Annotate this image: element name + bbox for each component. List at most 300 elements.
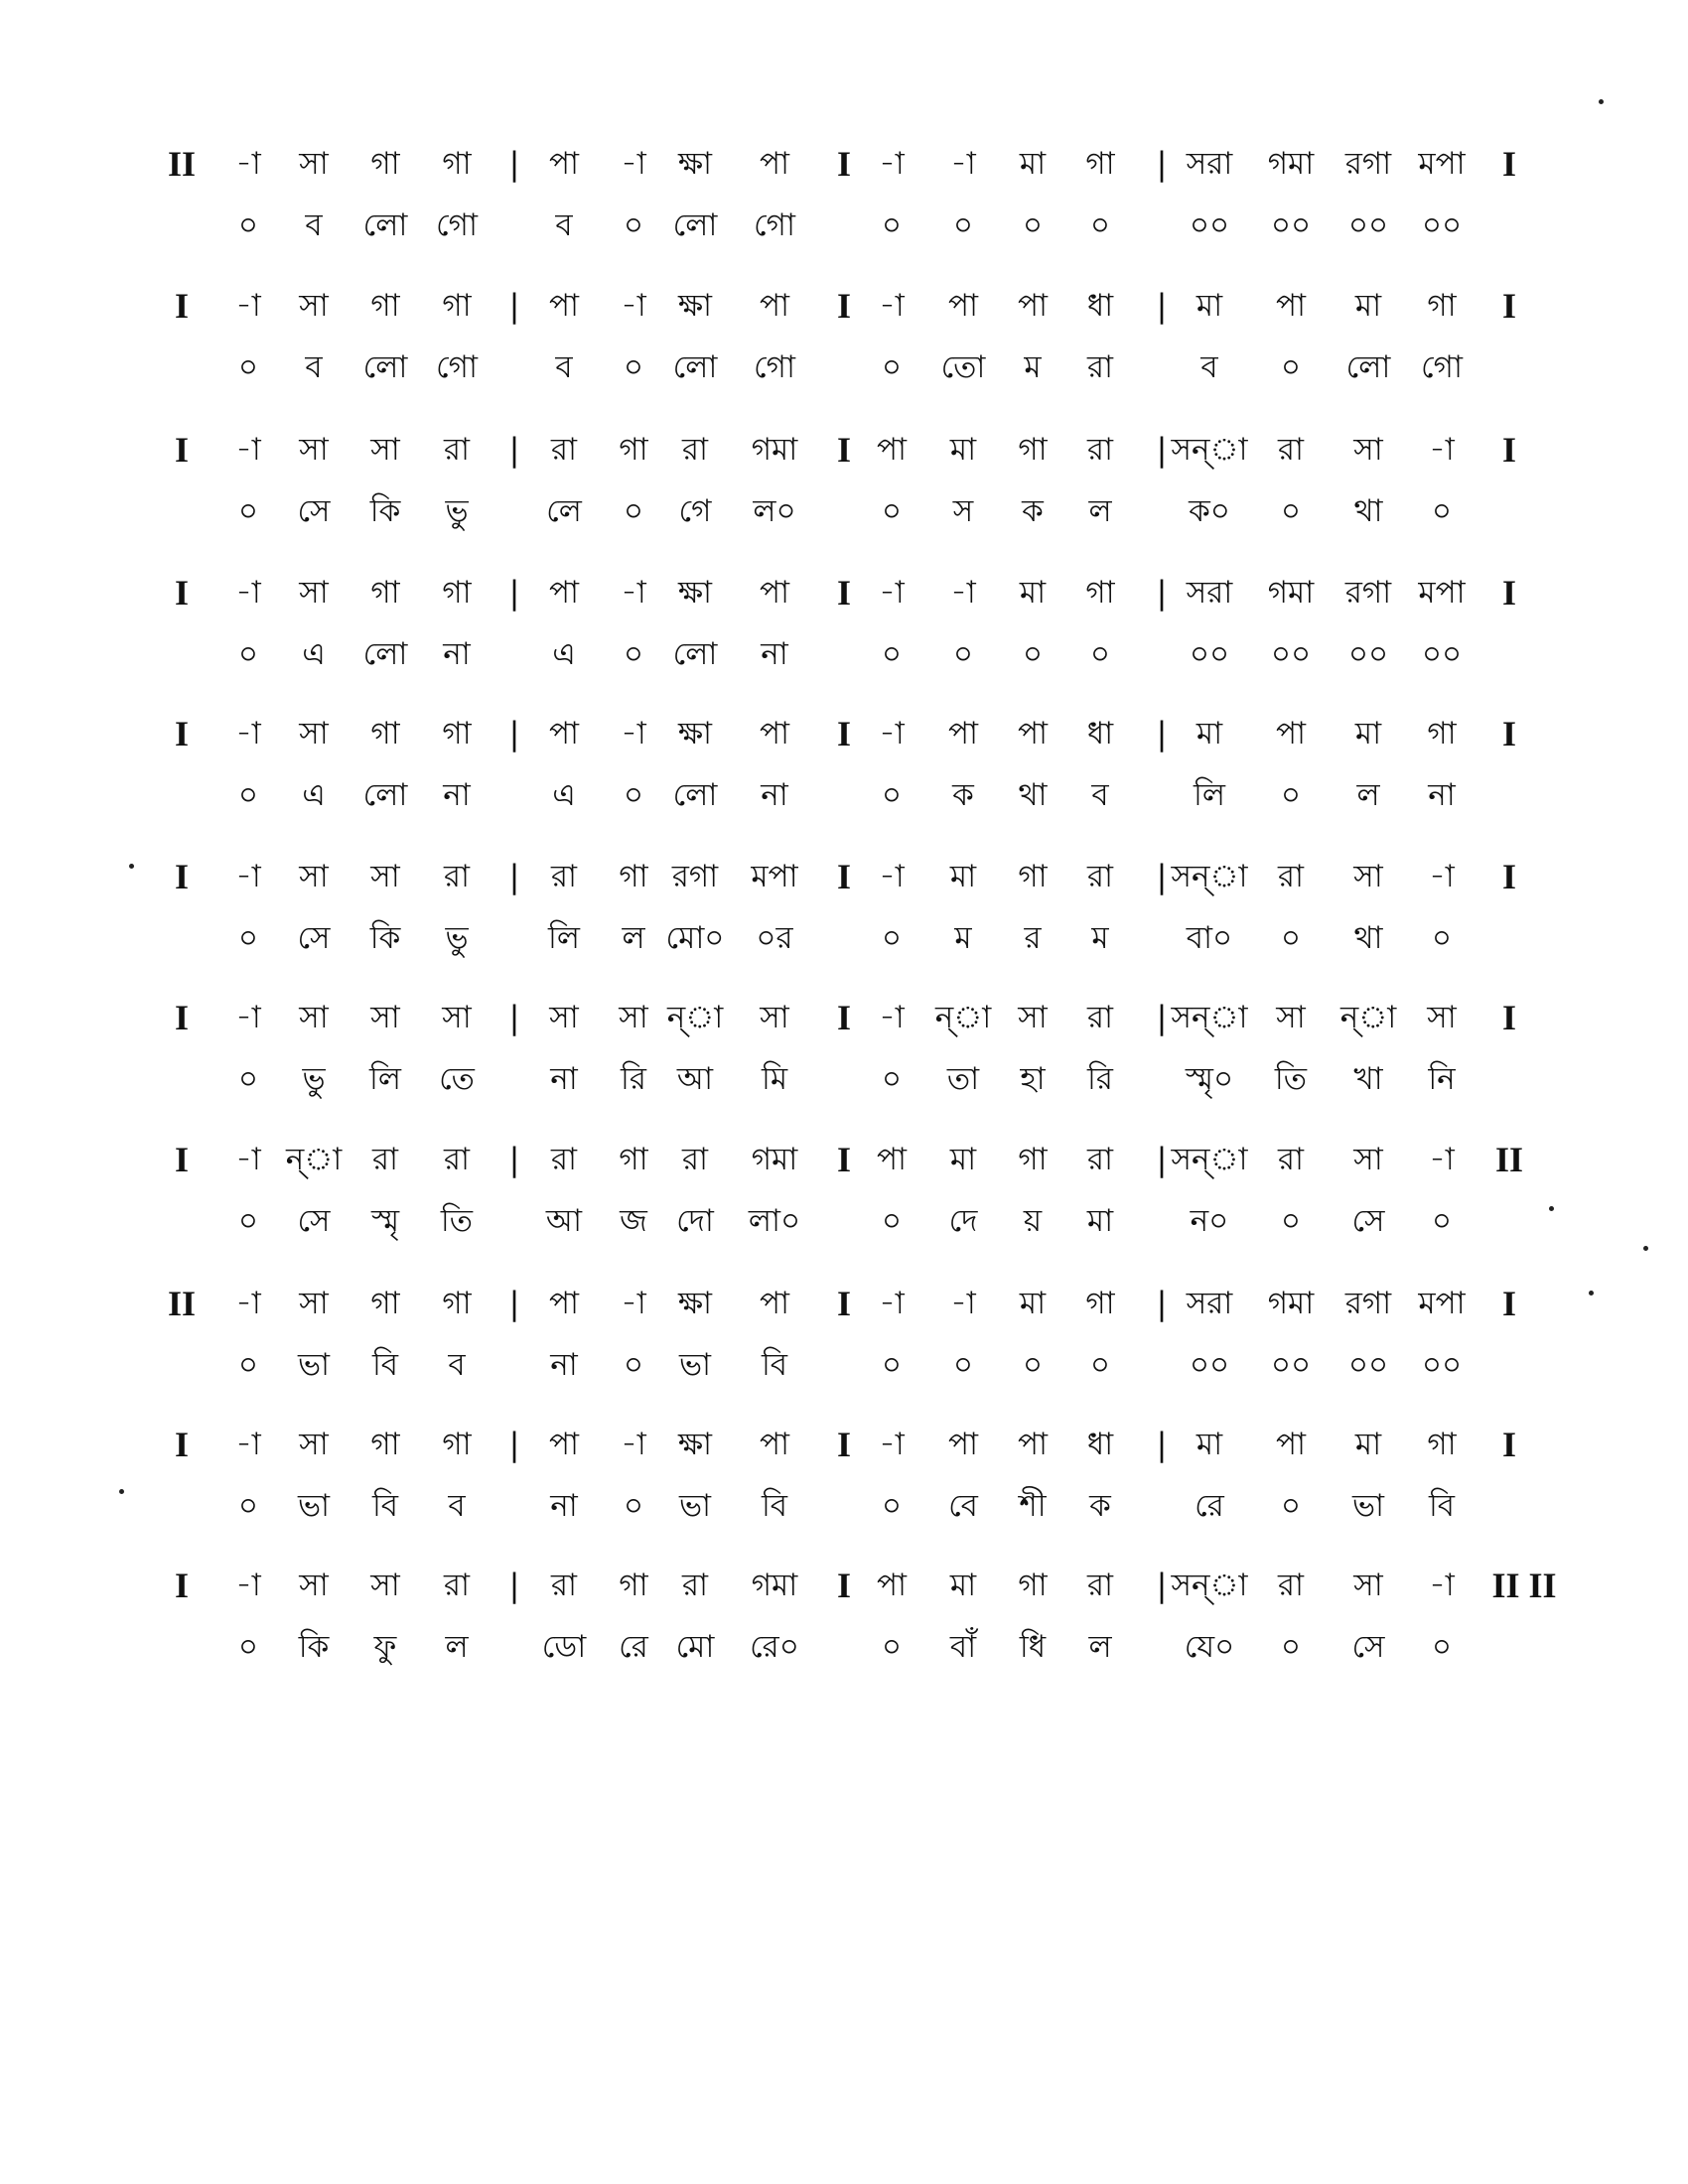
lyric-syllable: ভা — [297, 1347, 331, 1383]
bar-marker: I — [1501, 1284, 1516, 1323]
swara-note: পা — [548, 1427, 580, 1462]
bar-marker: I — [836, 430, 851, 470]
lyric-syllable: ০০ — [1347, 207, 1389, 243]
beat-divider: | — [1156, 574, 1168, 612]
swara-note: রা — [1277, 1142, 1305, 1177]
swara-note: গা — [619, 432, 648, 468]
lyric-syllable: ০ — [881, 1347, 903, 1383]
swara-note: পা — [759, 575, 790, 611]
swara-note: গা — [1427, 716, 1457, 751]
bar-marker: I — [836, 1566, 851, 1605]
lyric-syllable: লো — [1345, 349, 1391, 385]
lyric-syllable: আ — [545, 1203, 583, 1239]
swara-note: গা — [370, 1286, 400, 1321]
lyric-syllable: ০ — [881, 777, 903, 813]
lyric-syllable: মা — [1086, 1203, 1114, 1239]
swara-note: মা — [949, 432, 977, 468]
swara-note: গা — [370, 288, 400, 324]
swara-note: সন্া — [1171, 1142, 1248, 1177]
lyric-syllable: ম — [1091, 920, 1109, 956]
beat-divider: | — [508, 431, 520, 469]
lyric-line — [0, 1481, 1688, 1531]
swara-note: -া — [235, 1000, 261, 1035]
swara-note: পা — [876, 432, 908, 468]
swara-note: গা — [370, 1427, 400, 1462]
beat-divider: | — [508, 1567, 520, 1604]
lyric-syllable: ০ — [881, 349, 903, 385]
swara-note: রা — [1277, 859, 1305, 894]
lyric-syllable: রা — [1086, 349, 1114, 385]
lyric-syllable: ব — [555, 207, 573, 243]
lyric-line — [0, 1340, 1688, 1390]
lyric-syllable: ল — [1088, 1629, 1112, 1665]
bar-marker: I — [174, 1425, 189, 1464]
lyric-syllable: ভা — [678, 1347, 712, 1383]
swara-note: -া — [235, 432, 261, 468]
lyric-syllable: ০ — [1431, 920, 1453, 956]
lyric-syllable: ক — [1022, 493, 1044, 529]
scan-speck — [1599, 99, 1604, 104]
swara-note: সরা — [1186, 1286, 1233, 1321]
bar-marker: I — [174, 430, 189, 470]
swara-note: গা — [370, 575, 400, 611]
swara-note: সা — [299, 859, 329, 894]
swara-note: সন্া — [1171, 859, 1248, 894]
lyric-syllable: ০ — [1280, 349, 1302, 385]
swara-note: ক্ষা — [677, 1286, 713, 1321]
notation-row — [0, 281, 1688, 410]
swara-line — [0, 425, 1688, 475]
swara-note: পা — [1017, 288, 1049, 324]
bar-marker: I — [1501, 573, 1516, 613]
lyric-syllable: ০ — [623, 349, 644, 385]
lyric-syllable: ০ — [881, 1203, 903, 1239]
swara-note: পা — [947, 716, 979, 751]
swara-note: মা — [1354, 1427, 1382, 1462]
swara-note: মা — [1196, 288, 1223, 324]
swara-note: গমা — [751, 432, 798, 468]
swara-note: রগা — [1344, 1286, 1392, 1321]
beat-divider: | — [1156, 287, 1168, 325]
swara-note: ক্ষা — [677, 716, 713, 751]
lyric-syllable: সে — [1351, 1629, 1385, 1665]
bar-marker: I — [836, 1284, 851, 1323]
lyric-syllable: ০র — [756, 920, 793, 956]
lyric-syllable: ০ — [881, 1629, 903, 1665]
swara-note: সা — [370, 432, 400, 468]
lyric-syllable: গো — [754, 349, 795, 385]
swara-line — [0, 1279, 1688, 1328]
swara-note: রা — [443, 1142, 471, 1177]
swara-note: -া — [235, 1568, 261, 1603]
swara-note: গমা — [1267, 146, 1315, 182]
swara-note: সা — [619, 1000, 648, 1035]
swara-note: সা — [299, 432, 329, 468]
swara-note: মা — [1196, 1427, 1223, 1462]
lyric-syllable: দে — [948, 1203, 978, 1239]
swara-note: -া — [1429, 432, 1455, 468]
swara-note: -া — [950, 146, 976, 182]
swara-note: মপা — [1418, 1286, 1466, 1321]
swara-line — [0, 281, 1688, 331]
swara-note: মা — [1196, 716, 1223, 751]
lyric-syllable: ০ — [623, 1488, 644, 1524]
lyric-syllable: ভু — [302, 1061, 326, 1097]
beat-divider: | — [508, 999, 520, 1036]
lyric-syllable: ব — [448, 1488, 466, 1524]
swara-line — [0, 709, 1688, 758]
swara-note: -া — [235, 1142, 261, 1177]
lyric-syllable: মো — [675, 1629, 715, 1665]
lyric-syllable: বি — [761, 1488, 788, 1524]
swara-note: -া — [621, 716, 646, 751]
lyric-syllable: ০ — [237, 1061, 259, 1097]
lyric-syllable: ০ — [952, 207, 974, 243]
swara-note: গা — [619, 859, 648, 894]
swara-note: ধা — [1086, 1427, 1114, 1462]
notation-row — [0, 568, 1688, 697]
lyric-syllable: দো — [676, 1203, 714, 1239]
beat-divider: | — [508, 1285, 520, 1322]
swara-note: সা — [299, 288, 329, 324]
lyric-syllable: ০ — [1431, 493, 1453, 529]
lyric-syllable: মি — [761, 1061, 788, 1097]
lyric-syllable: লো — [362, 207, 408, 243]
lyric-syllable: ব — [1200, 349, 1218, 385]
swara-note: -া — [879, 716, 905, 751]
swara-note: মা — [949, 1568, 977, 1603]
bar-marker: I — [174, 857, 189, 896]
lyric-syllable: রে — [619, 1629, 648, 1665]
swara-note: পা — [759, 146, 790, 182]
lyric-syllable: ০০ — [1189, 1347, 1230, 1383]
swara-note: রা — [1086, 859, 1114, 894]
lyric-syllable: ল — [445, 1629, 469, 1665]
swara-note: গমা — [1267, 575, 1315, 611]
beat-divider: | — [508, 1141, 520, 1178]
lyric-syllable: স — [952, 493, 974, 529]
swara-note: ন্া — [934, 1000, 992, 1035]
swara-note: সা — [299, 1286, 329, 1321]
lyric-syllable: ল — [1356, 777, 1380, 813]
swara-note: -া — [950, 1286, 976, 1321]
notation-row — [0, 852, 1688, 981]
lyric-syllable: ০ — [1280, 920, 1302, 956]
swara-note: গা — [442, 288, 472, 324]
bar-marker: I — [1501, 714, 1516, 753]
lyric-syllable: ০ — [1280, 1629, 1302, 1665]
lyric-syllable: ০ — [881, 920, 903, 956]
swara-note: রা — [1086, 1142, 1114, 1177]
swara-note: গা — [1427, 288, 1457, 324]
swara-note: -া — [235, 1427, 261, 1462]
lyric-syllable: ০ — [237, 207, 259, 243]
swara-note: পা — [759, 288, 790, 324]
lyric-syllable: রি — [621, 1061, 646, 1097]
swara-note: পা — [876, 1568, 908, 1603]
lyric-syllable: কি — [369, 493, 401, 529]
bar-marker: I — [836, 286, 851, 326]
lyric-syllable: ০ — [623, 777, 644, 813]
swara-note: -া — [879, 1000, 905, 1035]
swara-note: রা — [371, 1142, 399, 1177]
swara-note: মা — [1019, 146, 1047, 182]
lyric-syllable: ব — [305, 349, 323, 385]
lyric-syllable: ০ — [881, 636, 903, 672]
swara-note: সা — [1018, 1000, 1048, 1035]
beat-divider: | — [508, 715, 520, 752]
bar-marker: I — [174, 714, 189, 753]
scan-speck — [119, 1489, 124, 1494]
lyric-syllable: বে — [948, 1488, 978, 1524]
swara-note: রা — [443, 859, 471, 894]
lyric-syllable: ল০ — [753, 493, 796, 529]
lyric-line — [0, 913, 1688, 963]
lyric-syllable: যে০ — [1184, 1629, 1235, 1665]
lyric-syllable: ন০ — [1190, 1203, 1229, 1239]
swara-note: মা — [1354, 288, 1382, 324]
lyric-syllable: লি — [1194, 777, 1225, 813]
swara-note: রা — [443, 432, 471, 468]
lyric-syllable: ব — [555, 349, 573, 385]
swara-note: রা — [1086, 432, 1114, 468]
swara-line — [0, 852, 1688, 901]
swara-note: -া — [235, 288, 261, 324]
scan-speck — [1589, 1291, 1594, 1296]
bar-marker: II — [167, 144, 197, 184]
lyric-syllable: ব — [1091, 777, 1109, 813]
beat-divider: | — [508, 858, 520, 895]
swara-note: রা — [1086, 1000, 1114, 1035]
lyric-syllable: না — [550, 1061, 578, 1097]
lyric-syllable: রে — [1195, 1488, 1224, 1524]
lyric-syllable: না — [443, 636, 471, 672]
swara-note: রা — [443, 1568, 471, 1603]
swara-note: সা — [1353, 859, 1383, 894]
swara-note: রগা — [671, 859, 719, 894]
lyric-syllable: ০ — [237, 777, 259, 813]
swara-note: -া — [1429, 859, 1455, 894]
lyric-syllable: ক০ — [1189, 493, 1230, 529]
beat-divider: | — [1156, 431, 1168, 469]
lyric-syllable: র — [1024, 920, 1042, 956]
notation-row — [0, 1561, 1688, 1690]
lyric-syllable: ০ — [623, 1347, 644, 1383]
swara-note: গা — [1085, 1286, 1115, 1321]
lyric-syllable: ফু — [373, 1629, 397, 1665]
bar-marker: I — [836, 1425, 851, 1464]
bar-marker: I — [836, 144, 851, 184]
swara-note: -া — [879, 288, 905, 324]
bar-marker: I — [1501, 430, 1516, 470]
swara-note: -া — [1429, 1142, 1455, 1177]
swara-note: গমা — [751, 1142, 798, 1177]
swara-note: সন্া — [1171, 1000, 1248, 1035]
beat-divider: | — [508, 574, 520, 612]
lyric-syllable: ০ — [1089, 1347, 1111, 1383]
lyric-line — [0, 1196, 1688, 1246]
lyric-syllable: তি — [1274, 1061, 1308, 1097]
swara-note: সন্া — [1171, 432, 1248, 468]
lyric-syllable: ০০ — [1270, 1347, 1312, 1383]
swara-note: ন্া — [285, 1142, 343, 1177]
swara-note: পা — [947, 288, 979, 324]
lyric-syllable: ০০ — [1347, 636, 1389, 672]
notation-row — [0, 1279, 1688, 1408]
bar-marker: I — [174, 1140, 189, 1179]
notation-row — [0, 425, 1688, 554]
lyric-syllable: ল — [1088, 493, 1112, 529]
swara-note: পা — [1275, 1427, 1307, 1462]
swara-note: রগা — [1344, 146, 1392, 182]
bar-marker: I — [1501, 144, 1516, 184]
lyric-syllable: কি — [369, 920, 401, 956]
swara-note: -া — [879, 859, 905, 894]
swara-note: গা — [442, 146, 472, 182]
swara-note: সন্া — [1171, 1568, 1248, 1603]
lyric-syllable: ০০ — [1421, 636, 1463, 672]
bar-marker: I — [836, 857, 851, 896]
swara-note: রা — [550, 1142, 578, 1177]
swara-note: গমা — [751, 1568, 798, 1603]
swara-note: সা — [299, 716, 329, 751]
swara-note: -া — [1429, 1568, 1455, 1603]
swara-note: -া — [879, 1286, 905, 1321]
swara-note: গা — [442, 716, 472, 751]
lyric-syllable: গো — [436, 207, 478, 243]
bar-marker: I — [1501, 286, 1516, 326]
lyric-syllable: ০ — [623, 636, 644, 672]
swara-line — [0, 1135, 1688, 1184]
lyric-syllable: ভা — [297, 1488, 331, 1524]
bar-marker: I — [174, 286, 189, 326]
lyric-syllable: ০ — [1089, 207, 1111, 243]
swara-note: পা — [548, 1286, 580, 1321]
lyric-syllable: ভা — [1351, 1488, 1385, 1524]
lyric-syllable: ব — [305, 207, 323, 243]
swara-note: সা — [1353, 432, 1383, 468]
lyric-syllable: ভু — [445, 493, 469, 529]
lyric-syllable: ০ — [237, 1203, 259, 1239]
lyric-syllable: ভা — [678, 1488, 712, 1524]
lyric-syllable: ০ — [237, 636, 259, 672]
bar-marker: I — [174, 998, 189, 1037]
swara-note: ন্া — [666, 1000, 724, 1035]
lyric-syllable: মো০ — [665, 920, 725, 956]
lyric-syllable: ০০ — [1189, 636, 1230, 672]
swara-note: গমা — [1267, 1286, 1315, 1321]
swara-line — [0, 139, 1688, 189]
swara-note: রা — [1277, 1568, 1305, 1603]
swara-note: পা — [548, 575, 580, 611]
beat-divider: | — [1156, 1426, 1168, 1463]
lyric-line — [0, 1054, 1688, 1104]
lyric-syllable: ক — [1089, 1488, 1111, 1524]
beat-divider: | — [508, 145, 520, 183]
swara-note: পা — [1017, 1427, 1049, 1462]
lyric-syllable: ০ — [881, 1061, 903, 1097]
lyric-syllable: বি — [761, 1347, 788, 1383]
lyric-syllable: লি — [369, 1061, 401, 1097]
notation-row — [0, 1135, 1688, 1264]
swara-note: রা — [1086, 1568, 1114, 1603]
lyric-syllable: রে০ — [750, 1629, 799, 1665]
swara-note: রা — [681, 1568, 709, 1603]
swara-note: -া — [621, 1286, 646, 1321]
swara-note: ক্ষা — [677, 575, 713, 611]
swara-note: গা — [1018, 859, 1048, 894]
swara-note: -া — [235, 859, 261, 894]
lyric-syllable: ০ — [1089, 636, 1111, 672]
swara-note: সা — [370, 1568, 400, 1603]
lyric-syllable: রি — [1087, 1061, 1113, 1097]
lyric-line — [0, 342, 1688, 392]
lyric-syllable: তে — [439, 1061, 475, 1097]
swara-line — [0, 1561, 1688, 1610]
lyric-line — [0, 201, 1688, 250]
lyric-syllable: লি — [548, 920, 580, 956]
swara-note: মপা — [1418, 146, 1466, 182]
scan-speck — [1549, 1206, 1554, 1211]
lyric-syllable: গে — [678, 493, 712, 529]
swara-note: গা — [1018, 1142, 1048, 1177]
bar-marker: I — [836, 1140, 851, 1179]
lyric-syllable: এ — [552, 636, 576, 672]
lyric-syllable: বি — [1428, 1488, 1456, 1524]
lyric-syllable: ০ — [1022, 207, 1044, 243]
lyric-syllable: নি — [1428, 1061, 1456, 1097]
lyric-syllable: ০ — [881, 207, 903, 243]
lyric-syllable: ব — [448, 1347, 466, 1383]
lyric-syllable: ০ — [1431, 1203, 1453, 1239]
lyric-syllable: লো — [672, 207, 718, 243]
lyric-syllable: য় — [1023, 1203, 1043, 1239]
lyric-syllable: বাঁ — [949, 1629, 977, 1665]
lyric-syllable: ল — [622, 920, 645, 956]
lyric-syllable: লা০ — [748, 1203, 801, 1239]
swara-note: -া — [621, 575, 646, 611]
beat-divider: | — [508, 287, 520, 325]
lyric-syllable: বি — [371, 1347, 399, 1383]
lyric-syllable: ডো — [541, 1629, 587, 1665]
lyric-syllable: না — [443, 777, 471, 813]
swara-note: সা — [370, 859, 400, 894]
swara-note: পা — [548, 716, 580, 751]
swara-note: ধা — [1086, 716, 1114, 751]
beat-divider: | — [1156, 1285, 1168, 1322]
swara-note: -া — [879, 1427, 905, 1462]
lyric-syllable: ০০ — [1347, 1347, 1389, 1383]
bar-marker: II — [167, 1284, 197, 1323]
swara-note: গা — [370, 716, 400, 751]
lyric-syllable: ০ — [623, 493, 644, 529]
swara-note: সরা — [1186, 146, 1233, 182]
scan-speck — [129, 864, 134, 869]
lyric-syllable: লো — [362, 777, 408, 813]
swara-note: সা — [370, 1000, 400, 1035]
swara-note: -া — [235, 716, 261, 751]
lyric-syllable: গো — [754, 207, 795, 243]
swara-note: পা — [1275, 288, 1307, 324]
swara-note: ক্ষা — [677, 1427, 713, 1462]
swara-note: মা — [949, 1142, 977, 1177]
swara-note: -া — [621, 1427, 646, 1462]
swara-note: গা — [619, 1142, 648, 1177]
swara-note: সা — [442, 1000, 472, 1035]
lyric-syllable: ০ — [237, 493, 259, 529]
beat-divider: | — [1156, 145, 1168, 183]
beat-divider: | — [1156, 715, 1168, 752]
